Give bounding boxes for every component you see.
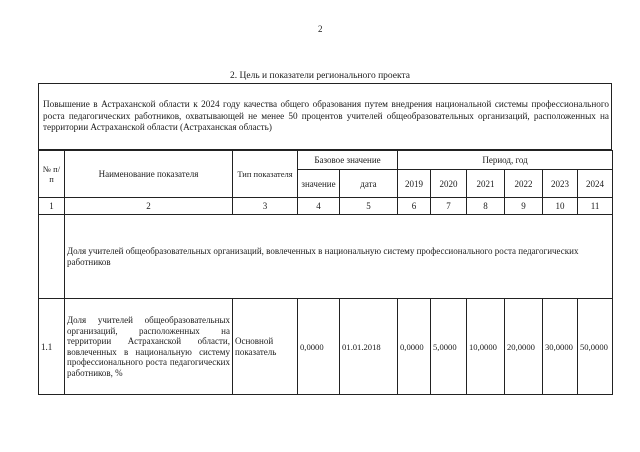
header-year: 2019 bbox=[398, 170, 431, 198]
indicators-table bbox=[38, 150, 613, 395]
year-value: 5,0000 bbox=[431, 299, 467, 395]
header-indicator-name: Наименование показателя bbox=[65, 151, 233, 198]
year-value: 50,0000 bbox=[578, 299, 613, 395]
column-number: 1 bbox=[39, 198, 65, 215]
table-row bbox=[39, 299, 613, 395]
header-year: 2020 bbox=[431, 170, 467, 198]
header-period: Период, год bbox=[398, 151, 613, 170]
header-year: 2023 bbox=[543, 170, 578, 198]
column-number: 10 bbox=[543, 198, 578, 215]
header-base-value-date: дата bbox=[340, 170, 398, 198]
header-base-value-value: значение bbox=[298, 170, 340, 198]
indicator-group-heading: Доля учителей общеобразовательных организаций, вовлеченных в национальную систему профессионального роста педагогических работников bbox=[65, 215, 613, 299]
year-value: 30,0000 bbox=[543, 299, 578, 395]
header-year: 2021 bbox=[467, 170, 505, 198]
year-value: 10,0000 bbox=[467, 299, 505, 395]
column-number: 11 bbox=[578, 198, 613, 215]
column-number: 8 bbox=[467, 198, 505, 215]
year-value: 20,0000 bbox=[505, 299, 543, 395]
column-number: 7 bbox=[431, 198, 467, 215]
subheading-empty-cell bbox=[39, 215, 65, 299]
header-type: Тип показателя bbox=[233, 151, 298, 198]
row-number: 1.1 bbox=[39, 299, 65, 395]
column-number: 3 bbox=[233, 198, 298, 215]
header-base-value: Базовое значение bbox=[298, 151, 398, 170]
indicator-name: Доля учителей общеобразовательных организаций, расположенных на территории Астраханской области, вовлеченных в национальную систему профессионального роста педагогических работников, % bbox=[65, 299, 233, 395]
column-number: 2 bbox=[65, 198, 233, 215]
header-year: 2022 bbox=[505, 170, 543, 198]
column-number: 9 bbox=[505, 198, 543, 215]
goal-box bbox=[38, 83, 612, 150]
year-value: 0,0000 bbox=[398, 299, 431, 395]
section-title: 2. Цель и показатели регионального проекта bbox=[230, 71, 410, 81]
base-date: 01.01.2018 bbox=[340, 299, 398, 395]
column-number: 5 bbox=[340, 198, 398, 215]
column-number: 6 bbox=[398, 198, 431, 215]
header-num: № п/п bbox=[39, 151, 65, 198]
column-number: 4 bbox=[298, 198, 340, 215]
header-year: 2024 bbox=[578, 170, 613, 198]
base-value: 0,0000 bbox=[298, 299, 340, 395]
page-number: 2 bbox=[318, 24, 323, 34]
indicator-type: Основной показатель bbox=[233, 299, 298, 395]
goal-text: Повышение в Астраханской области к 2024 году качества общего образования путем внедрения национальной системы профессионального роста педагогических работников, охватывающей не менее 50 процентов учителей общеобразовательных организаций, расположенных на территории Астраханской области (Астраханская область) bbox=[43, 99, 609, 132]
